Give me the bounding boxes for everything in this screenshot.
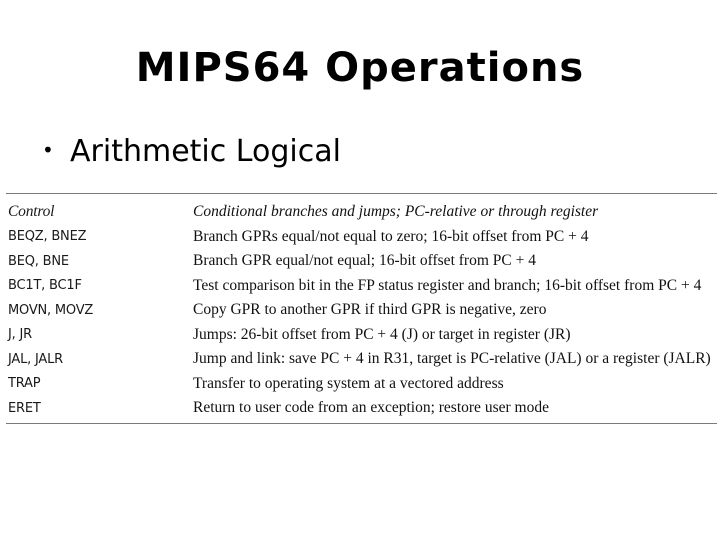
slide-title: MIPS64 Operations [135,45,585,91]
header-category: Control [8,203,55,221]
description-cell: Copy GPR to another GPR if third GPR is negative, zero [193,301,547,319]
instruction-cell: MOVN, MOVZ [8,302,94,318]
table-header-row [6,200,717,225]
instruction-cell: ERET [8,400,41,416]
table-row [6,274,717,299]
description-cell: Jump and link: save PC + 4 in R31, target is PC-relative (JAL) or a register (JALR) [193,350,711,368]
description-cell: Branch GPR equal/not equal; 16-bit offset from PC + 4 [193,252,536,270]
description-cell: Jumps: 26-bit offset from PC + 4 (J) or target in register (JR) [193,325,571,343]
description-cell: Transfer to operating system at a vectored address [193,374,504,392]
table-row [6,225,717,250]
table-row [6,323,717,348]
description-cell: Return to user code from an exception; restore user mode [193,399,549,417]
bullet-item [42,128,341,174]
instruction-cell: BEQ, BNE [8,253,69,269]
table-row [6,298,717,323]
instruction-cell: BEQZ, BNEZ [8,229,87,245]
description-cell: Branch GPRs equal/not equal to zero; 16-bit offset from PC + 4 [193,227,589,245]
instruction-cell: BC1T, BC1F [8,278,82,294]
header-description: Conditional branches and jumps; PC-relative or through register [193,203,599,221]
instruction-cell: TRAP [8,376,41,392]
table-row [6,347,717,372]
description-cell: Test comparison bit in the FP status register and branch; 16-bit offset from PC + 4 [193,276,702,294]
bullet-text: Arithmetic Logical [70,134,341,169]
table-row [6,249,717,274]
bullet-point-icon: • [42,138,54,162]
table-row [6,372,717,397]
instruction-cell: JAL, JALR [8,351,63,367]
control-operations-table [6,193,717,424]
table-row [6,396,717,421]
instruction-cell: J, JR [8,327,32,343]
